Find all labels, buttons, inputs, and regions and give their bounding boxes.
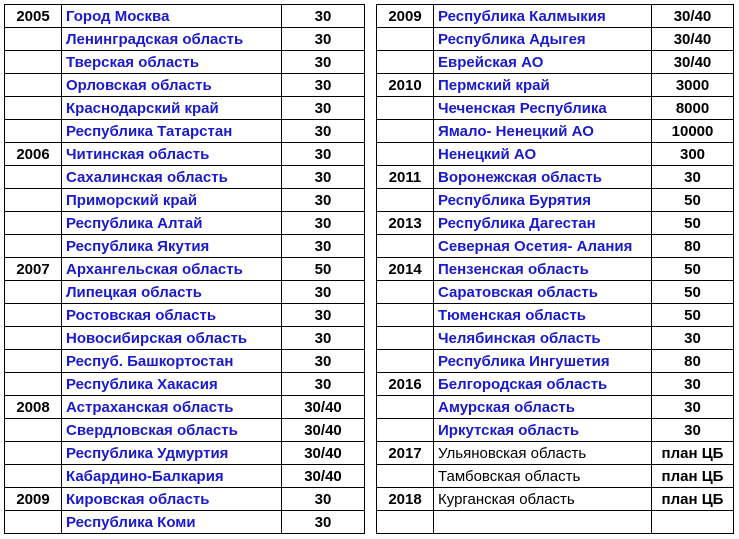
value-cell: 30/40 <box>282 465 365 488</box>
value-cell: 300 <box>652 143 734 166</box>
table-body-right <box>377 5 734 534</box>
region-cell: Республика Коми <box>62 511 282 534</box>
table-row <box>377 97 734 120</box>
year-cell: 2013 <box>377 212 434 235</box>
value-cell: план ЦБ <box>652 465 734 488</box>
year-cell <box>377 327 434 350</box>
value-cell: 50 <box>652 258 734 281</box>
table-row <box>377 143 734 166</box>
year-cell <box>5 350 62 373</box>
year-cell: 2006 <box>5 143 62 166</box>
value-cell: 30 <box>282 327 365 350</box>
region-cell: Воронежская область <box>434 166 652 189</box>
table-row <box>377 28 734 51</box>
value-cell: 80 <box>652 350 734 373</box>
table-row <box>377 350 734 373</box>
year-cell: 2016 <box>377 373 434 396</box>
value-cell: 30 <box>652 166 734 189</box>
year-cell <box>377 28 434 51</box>
table-row <box>377 304 734 327</box>
region-cell: Республика Якутия <box>62 235 282 258</box>
table-row <box>5 120 365 143</box>
table-row <box>377 212 734 235</box>
value-cell: 50 <box>282 258 365 281</box>
year-cell <box>5 235 62 258</box>
region-cell: Кабардино-Балкария <box>62 465 282 488</box>
value-cell: 30/40 <box>282 442 365 465</box>
region-cell: Челябинская область <box>434 327 652 350</box>
table-row <box>377 51 734 74</box>
table-row <box>377 258 734 281</box>
region-cell: Амурская область <box>434 396 652 419</box>
value-cell: 30 <box>282 281 365 304</box>
region-cell: Липецкая область <box>62 281 282 304</box>
region-cell: Читинская область <box>62 143 282 166</box>
value-cell: 50 <box>652 212 734 235</box>
year-cell <box>377 281 434 304</box>
year-cell <box>5 212 62 235</box>
year-cell <box>377 350 434 373</box>
region-cell: Северная Осетия- Алания <box>434 235 652 258</box>
table-row <box>377 166 734 189</box>
year-cell <box>5 74 62 97</box>
value-cell: 30/40 <box>282 396 365 419</box>
year-cell <box>5 327 62 350</box>
table-row <box>377 235 734 258</box>
year-cell <box>377 51 434 74</box>
value-cell: 30 <box>282 212 365 235</box>
region-cell: Архангельская область <box>62 258 282 281</box>
year-cell <box>377 143 434 166</box>
year-cell: 2017 <box>377 442 434 465</box>
year-cell <box>377 235 434 258</box>
value-cell: 30 <box>282 373 365 396</box>
value-cell: 30 <box>652 396 734 419</box>
region-cell: Тюменская область <box>434 304 652 327</box>
regions-table-left <box>4 4 365 534</box>
region-cell: Республика Дагестан <box>434 212 652 235</box>
region-cell: Краснодарский край <box>62 97 282 120</box>
table-row <box>5 373 365 396</box>
value-cell: 30 <box>282 235 365 258</box>
value-cell: 30 <box>652 419 734 442</box>
table-row <box>5 28 365 51</box>
year-cell <box>5 166 62 189</box>
value-cell: 50 <box>652 304 734 327</box>
table-row <box>377 488 734 511</box>
year-cell: 2005 <box>5 5 62 28</box>
value-cell: план ЦБ <box>652 488 734 511</box>
region-cell: Ульяновская область <box>434 442 652 465</box>
value-cell: 30 <box>282 74 365 97</box>
region-cell: Еврейская АО <box>434 51 652 74</box>
table-row <box>5 350 365 373</box>
region-cell: Свердловская область <box>62 419 282 442</box>
region-cell <box>434 511 652 534</box>
year-cell: 2009 <box>377 5 434 28</box>
year-cell <box>5 189 62 212</box>
region-cell: Ямало- Ненецкий АО <box>434 120 652 143</box>
year-cell <box>5 511 62 534</box>
year-cell: 2014 <box>377 258 434 281</box>
table-row <box>5 419 365 442</box>
year-cell <box>5 419 62 442</box>
region-cell: Орловская область <box>62 74 282 97</box>
value-cell: 30/40 <box>652 51 734 74</box>
region-cell: Ленинградская область <box>62 28 282 51</box>
table-row <box>5 488 365 511</box>
region-cell: Респуб. Башкортостан <box>62 350 282 373</box>
year-cell <box>377 120 434 143</box>
value-cell: 30/40 <box>282 419 365 442</box>
table-row <box>5 51 365 74</box>
value-cell: 30 <box>282 350 365 373</box>
value-cell: 50 <box>652 281 734 304</box>
region-cell: Пермский край <box>434 74 652 97</box>
year-cell <box>377 97 434 120</box>
value-cell: 3000 <box>652 74 734 97</box>
value-cell: 30 <box>282 488 365 511</box>
region-cell: Республика Татарстан <box>62 120 282 143</box>
year-cell <box>377 419 434 442</box>
table-row <box>5 465 365 488</box>
value-cell: 30 <box>282 143 365 166</box>
region-cell: Астраханская область <box>62 396 282 419</box>
regions-table-right <box>376 4 734 534</box>
table-row <box>377 74 734 97</box>
value-cell: 30 <box>282 5 365 28</box>
table-row <box>5 304 365 327</box>
table-row <box>5 5 365 28</box>
region-cell: Республика Адыгея <box>434 28 652 51</box>
region-cell: Республика Калмыкия <box>434 5 652 28</box>
value-cell: 30 <box>282 304 365 327</box>
year-cell <box>377 304 434 327</box>
value-cell: 30 <box>282 189 365 212</box>
year-cell: 2008 <box>5 396 62 419</box>
value-cell: 30 <box>282 166 365 189</box>
region-cell: Курганская область <box>434 488 652 511</box>
value-cell: 30/40 <box>652 5 734 28</box>
value-cell: 30 <box>282 51 365 74</box>
table-row <box>5 511 365 534</box>
table-row <box>5 396 365 419</box>
table-row <box>377 120 734 143</box>
year-cell <box>5 442 62 465</box>
region-cell: Республика Ингушетия <box>434 350 652 373</box>
value-cell: 30 <box>282 120 365 143</box>
year-cell <box>5 28 62 51</box>
region-cell: Республика Удмуртия <box>62 442 282 465</box>
region-cell: Новосибирская область <box>62 327 282 350</box>
value-cell: 80 <box>652 235 734 258</box>
year-cell: 2010 <box>377 74 434 97</box>
table-row <box>5 212 365 235</box>
region-cell: Иркутская область <box>434 419 652 442</box>
value-cell: 8000 <box>652 97 734 120</box>
year-cell <box>377 511 434 534</box>
table-row <box>5 143 365 166</box>
year-cell <box>5 51 62 74</box>
table-row <box>5 258 365 281</box>
table-row <box>377 396 734 419</box>
table-row <box>377 511 734 534</box>
year-cell: 2009 <box>5 488 62 511</box>
table-row <box>377 442 734 465</box>
region-cell: Республика Хакасия <box>62 373 282 396</box>
table-row <box>5 281 365 304</box>
value-cell: 30 <box>282 97 365 120</box>
table-row <box>5 189 365 212</box>
year-cell: 2007 <box>5 258 62 281</box>
region-cell: Республика Бурятия <box>434 189 652 212</box>
table-row <box>377 189 734 212</box>
region-cell: Республика Алтай <box>62 212 282 235</box>
region-cell: Чеченская Республика <box>434 97 652 120</box>
value-cell: 30 <box>282 511 365 534</box>
year-cell <box>5 97 62 120</box>
region-cell: Белгородская область <box>434 373 652 396</box>
year-cell <box>377 189 434 212</box>
region-cell: Тверская область <box>62 51 282 74</box>
region-cell: Кировская область <box>62 488 282 511</box>
year-cell: 2011 <box>377 166 434 189</box>
table-row <box>377 465 734 488</box>
table-row <box>5 442 365 465</box>
value-cell <box>652 511 734 534</box>
region-cell: Тамбовская область <box>434 465 652 488</box>
region-cell: Ростовская область <box>62 304 282 327</box>
year-cell <box>5 304 62 327</box>
table-row <box>5 235 365 258</box>
table-body-left <box>5 5 365 534</box>
region-cell: Приморский край <box>62 189 282 212</box>
table-row <box>5 327 365 350</box>
table-row <box>377 419 734 442</box>
value-cell: 30/40 <box>652 28 734 51</box>
year-cell <box>377 465 434 488</box>
region-cell: Город Москва <box>62 5 282 28</box>
year-cell <box>5 465 62 488</box>
year-cell: 2018 <box>377 488 434 511</box>
year-cell <box>5 373 62 396</box>
table-row <box>377 281 734 304</box>
table-row <box>5 97 365 120</box>
value-cell: 30 <box>652 327 734 350</box>
region-cell: Пензенская область <box>434 258 652 281</box>
year-cell <box>377 396 434 419</box>
value-cell: 50 <box>652 189 734 212</box>
value-cell: 30 <box>282 28 365 51</box>
table-row <box>377 327 734 350</box>
region-cell: Сахалинская область <box>62 166 282 189</box>
region-cell: Ненецкий АО <box>434 143 652 166</box>
year-cell <box>5 281 62 304</box>
table-row <box>377 5 734 28</box>
value-cell: 10000 <box>652 120 734 143</box>
table-row <box>5 74 365 97</box>
table-row <box>5 166 365 189</box>
year-cell <box>5 120 62 143</box>
value-cell: план ЦБ <box>652 442 734 465</box>
table-row <box>377 373 734 396</box>
value-cell: 30 <box>652 373 734 396</box>
region-cell: Саратовская область <box>434 281 652 304</box>
